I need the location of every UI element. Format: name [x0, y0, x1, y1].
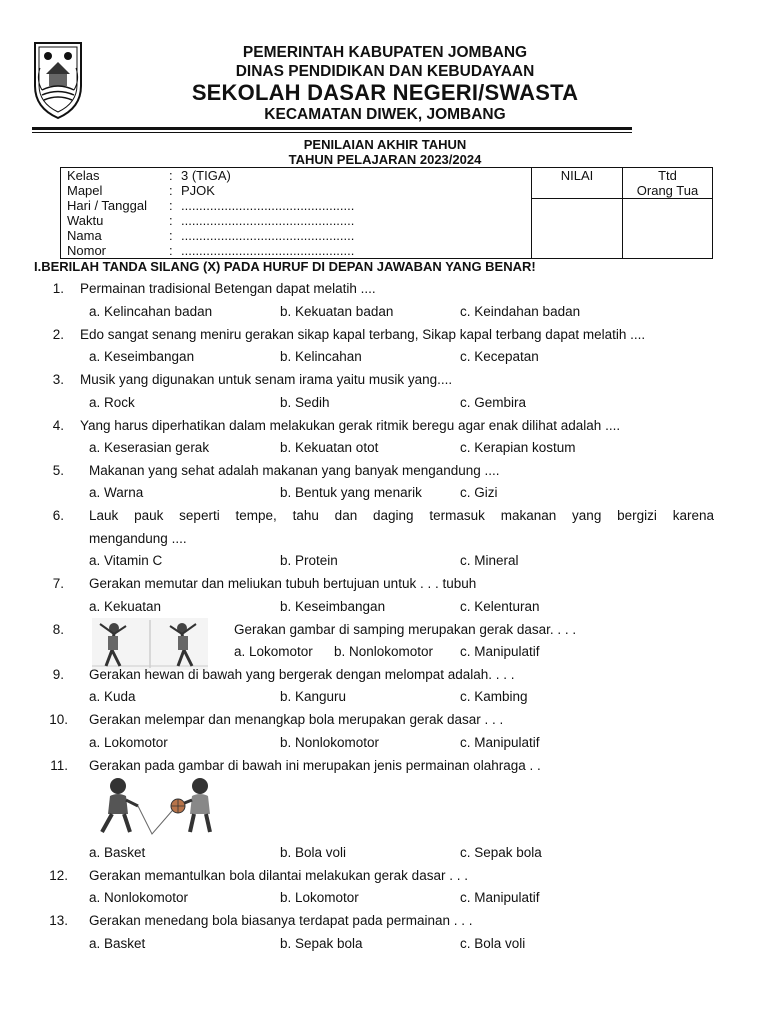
bounce-pass-image: [90, 776, 220, 838]
option-c[interactable]: c. Manipulatif: [460, 644, 540, 659]
ttd-header: [623, 168, 713, 199]
question-number: 9.: [52, 667, 64, 682]
stretching-figures-image: [92, 618, 208, 670]
question-number: 5.: [52, 463, 64, 478]
option-a[interactable]: a. Nonlokomotor: [89, 890, 189, 905]
question-number: 2.: [52, 327, 64, 342]
info-row-tanggal: Hari / Tanggal : ................................................: [67, 198, 355, 213]
question-text: Makanan yang sehat adalah makanan yang banyak mengandung ....: [89, 463, 500, 478]
question-text: Gerakan memantulkan bola dilantai melakukan gerak dasar . . .: [89, 868, 468, 883]
header-district: KECAMATAN DIWEK, JOMBANG: [264, 106, 506, 123]
option-b[interactable]: b. Kanguru: [280, 689, 347, 704]
option-c[interactable]: c. Kerapian kostum: [460, 440, 576, 455]
question-number: 8.: [52, 622, 64, 637]
option-a[interactable]: a. Keseimbangan: [89, 349, 195, 364]
option-b[interactable]: b. Sepak bola: [280, 936, 363, 951]
option-b[interactable]: b. Keseimbangan: [280, 599, 386, 614]
orang-tua-label: Orang Tua: [636, 183, 699, 198]
info-row-nomor: Nomor : ................................................: [67, 243, 355, 258]
question-number: 10.: [49, 712, 68, 727]
header-divider-thin: [32, 132, 632, 133]
option-b[interactable]: b. Bola voli: [280, 845, 347, 860]
option-c[interactable]: c. Keindahan badan: [460, 304, 581, 319]
question-number: 12.: [49, 868, 68, 883]
question-number: 7.: [52, 576, 64, 591]
option-a[interactable]: a. Kekuatan: [89, 599, 162, 614]
option-c[interactable]: c. Manipulatif: [460, 735, 540, 750]
header-divider-thick: [32, 127, 632, 130]
info-row-waktu: Waktu : ................................................: [67, 213, 355, 228]
question-number: 13.: [49, 913, 68, 928]
option-b[interactable]: b. Bentuk yang menarik: [280, 485, 422, 500]
option-a[interactable]: a. Warna: [89, 485, 144, 500]
option-b[interactable]: b. Nonlokomotor: [280, 735, 380, 750]
option-b[interactable]: b. Kekuatan otot: [280, 440, 379, 455]
option-c[interactable]: c. Gizi: [460, 485, 498, 500]
option-c[interactable]: c. Manipulatif: [460, 890, 540, 905]
question-text: Edo sangat senang meniru gerakan sikap kapal terbang, Sikap kapal terbang dapat melatih ....: [80, 327, 646, 342]
option-b[interactable]: b. Kelincahan: [280, 349, 362, 364]
question-text: Gerakan hewan di bawah yang bergerak dengan melompat adalah. . . .: [89, 667, 515, 682]
option-c[interactable]: c. Sepak bola: [460, 845, 542, 860]
option-a[interactable]: a. Keserasian gerak: [89, 440, 210, 455]
question-number: 4.: [52, 418, 64, 433]
option-a[interactable]: a. Lokomotor: [234, 644, 313, 659]
question-text: Yang harus diperhatikan dalam melakukan gerak ritmik beregu agar enak dilihat adalah ....: [80, 418, 621, 433]
option-c[interactable]: c. Kambing: [460, 689, 528, 704]
ttd-box[interactable]: [623, 199, 713, 259]
option-c[interactable]: c. Bola voli: [460, 936, 526, 951]
option-c[interactable]: c. Kecepatan: [460, 349, 539, 364]
question-text: Gerakan memutar dan meliukan tubuh bertujuan untuk . . . tubuh: [89, 576, 477, 591]
question-text-continued: mengandung ....: [89, 531, 187, 546]
question-text: Gerakan melempar dan menangkap bola merupakan gerak dasar . . .: [89, 712, 504, 727]
header-department: DINAS PENDIDIKAN DAN KEBUDAYAAN: [235, 63, 535, 80]
section-instruction: I.BERILAH TANDA SILANG (X) PADA HURUF DI DEPAN JAWABAN YANG BENAR!: [34, 259, 536, 274]
question-number: 3.: [52, 372, 64, 387]
option-b[interactable]: b. Lokomotor: [280, 890, 359, 905]
question-text: Gerakan pada gambar di bawah ini merupakan jenis permainan olahraga . .: [89, 758, 541, 773]
nilai-box[interactable]: [532, 199, 623, 259]
option-a[interactable]: a. Kelincahan badan: [89, 304, 213, 319]
option-a[interactable]: a. Lokomotor: [89, 735, 168, 750]
question-number: 11.: [50, 758, 68, 773]
option-c[interactable]: c. Kelenturan: [460, 599, 540, 614]
info-row-mapel: Mapel : PJOK: [67, 183, 215, 198]
option-a[interactable]: a. Basket: [89, 936, 146, 951]
option-a[interactable]: a. Kuda: [89, 689, 136, 704]
header-government: PEMERINTAH KABUPATEN JOMBANG: [242, 44, 528, 61]
option-c[interactable]: c. Gembira: [460, 395, 527, 410]
question-number: 1.: [52, 281, 64, 296]
question-text: Permainan tradisional Betengan dapat melatih ....: [80, 281, 376, 296]
question-text: Gerakan menedang bola biasanya terdapat pada permainan . . .: [89, 913, 473, 928]
option-b[interactable]: b. Sedih: [280, 395, 330, 410]
option-a[interactable]: a. Rock: [89, 395, 135, 410]
info-row-nama: Nama : ................................................: [67, 228, 355, 243]
exam-title: PENILAIAN AKHIR TAHUN: [303, 137, 467, 152]
exam-year: TAHUN PELAJARAN 2023/2024: [288, 152, 482, 167]
jombang-emblem-logo: [32, 40, 84, 120]
option-c[interactable]: c. Mineral: [460, 553, 519, 568]
question-text: Musik yang digunakan untuk senam irama yaitu musik yang....: [80, 372, 453, 387]
question-text: Gerakan gambar di samping merupakan gerak dasar. . . .: [234, 622, 577, 637]
option-a[interactable]: a. Vitamin C: [89, 553, 163, 568]
header-school: SEKOLAH DASAR NEGERI/SWASTA: [191, 80, 579, 105]
option-a[interactable]: a. Basket: [89, 845, 146, 860]
question-text: Lauk pauk seperti tempe, tahu dan daging termasuk makanan yang bergizi karena: [89, 508, 714, 523]
student-info-table: [60, 167, 713, 259]
option-b[interactable]: b. Protein: [280, 553, 338, 568]
option-b[interactable]: b. Nonlokomotor: [334, 644, 434, 659]
info-row-kelas: Kelas : 3 (TIGA): [67, 168, 231, 183]
ttd-label: Ttd: [658, 168, 677, 183]
question-number: 6.: [52, 508, 64, 523]
nilai-header: NILAI: [532, 168, 623, 199]
option-b[interactable]: b. Kekuatan badan: [280, 304, 394, 319]
